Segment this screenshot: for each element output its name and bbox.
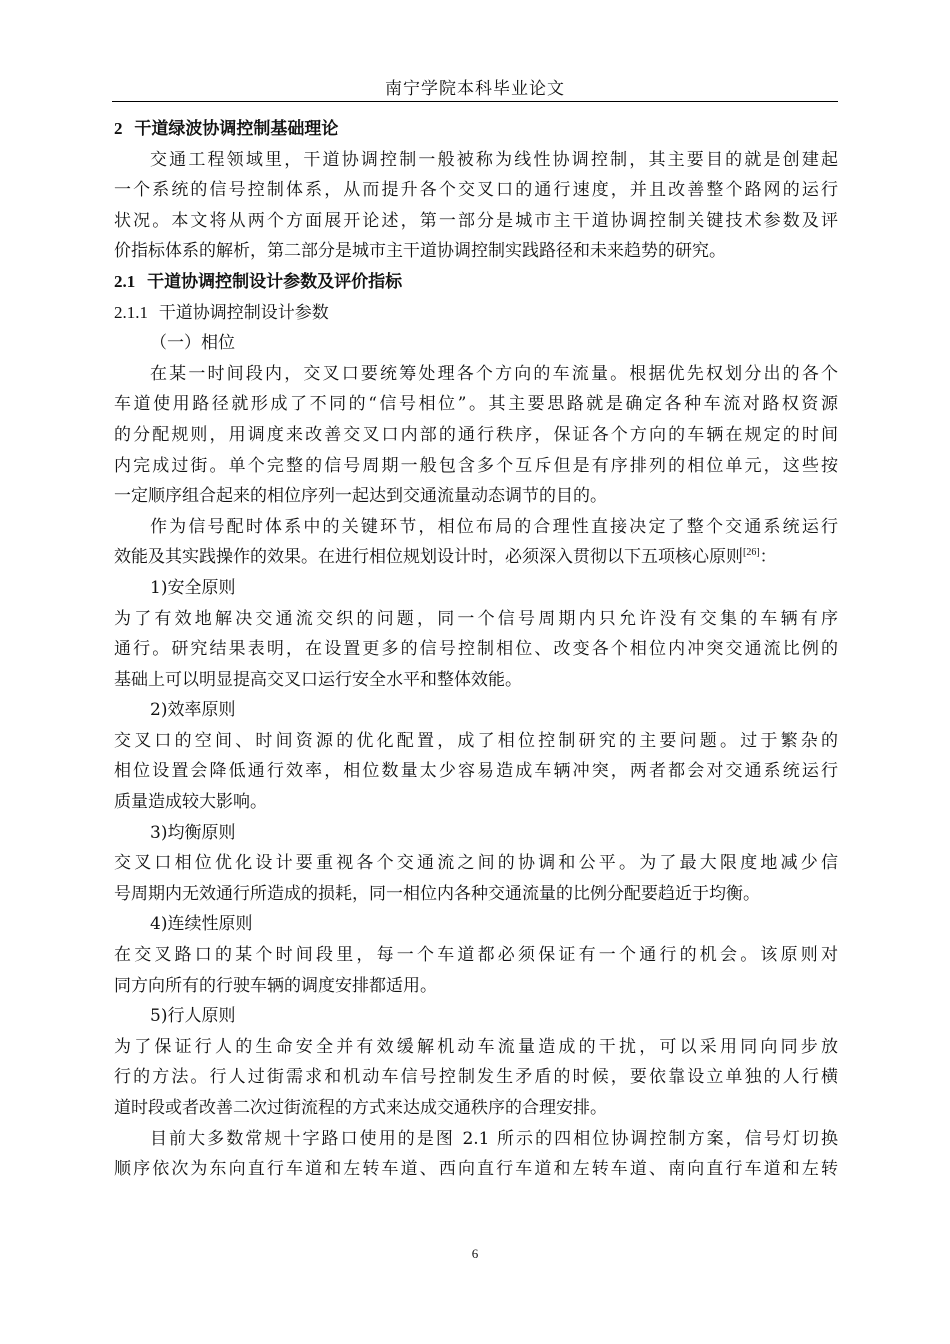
header-divider xyxy=(112,101,838,102)
principle-continuity xyxy=(114,909,838,1001)
page-number: 6 xyxy=(471,1246,479,1261)
principle-efficiency xyxy=(114,695,838,817)
paragraph-line: 质量造成较大影响。 xyxy=(114,792,267,813)
principle-heading: 2)效率原则 xyxy=(150,700,236,721)
paragraph-line: 一个系统的信号控制体系，从而提升各个交叉口的通行速度，并且改善整个路网的运行 xyxy=(114,180,838,201)
paragraph-text: 效能及其实践操作的效果。在进行相位规划设计时，必须深入贯彻以下五项核心原则 xyxy=(114,547,743,568)
paragraph-line-with-citation xyxy=(114,542,838,573)
intro-paragraph xyxy=(114,145,838,267)
paragraph-line: 车道使用路径就形成了不同的“信号相位”。其主要思路就是确定各种车流对路权资源 xyxy=(114,394,838,415)
principle-heading: 3)均衡原则 xyxy=(150,822,236,843)
paragraph-line: 道时段或者改善二次过街流程的方式来达成交通秩序的合理安排。 xyxy=(114,1098,607,1118)
page-body xyxy=(114,114,838,1185)
paragraph-line: 内完成过街。单个完整的信号周期一般包含多个互斥但是有序排列的相位单元，这些按 xyxy=(114,455,838,476)
header-title: 南宁学院本科毕业论文 xyxy=(385,79,565,99)
closing-paragraph xyxy=(114,1124,838,1185)
paragraph-line: 的分配规则，用调度来改善交叉口内部的通行秩序，保证各个方向的车辆在规定的时间 xyxy=(114,424,838,445)
section-number: 2.1 xyxy=(114,271,136,291)
section-heading xyxy=(114,267,838,298)
item-heading: （一）相位 xyxy=(150,333,235,354)
paragraph-line: 交叉口相位优化设计要重视各个交通流之间的协调和公平。为了最大限度地减少信 xyxy=(114,853,838,874)
design-paragraph xyxy=(114,512,838,573)
chapter-heading xyxy=(114,114,838,145)
paragraph-line: 作为信号配时体系中的关键环节，相位布局的合理性直接决定了整个交通系统运行 xyxy=(150,516,838,537)
paragraph-line: 在某一时间段内，交叉口要统筹处理各个方向的车流量。根据优先权划分出的各个 xyxy=(150,363,838,384)
paragraph-line: 为了保证行人的生命安全并有效缓解机动车流量造成的干扰，可以采用同向同步放 xyxy=(114,1036,838,1057)
principle-pedestrian xyxy=(114,1001,838,1123)
paragraph-line: 交通工程领域里，干道协调控制一般被称为线性协调控制，其主要目的就是创建起 xyxy=(150,149,838,170)
paragraph-line: 在交叉路口的某个时间段里，每一个车道都必须保证有一个通行的机会。该原则对 xyxy=(114,945,838,966)
principle-safety xyxy=(114,573,838,695)
paragraph-line: 通行。研究结果表明，在设置更多的信号控制相位、改变各个相位内冲突交通流比例的 xyxy=(114,639,838,660)
paragraph-line: 号周期内无效通行所造成的损耗，同一相位内各种交通流量的比例分配要趋近于均衡。 xyxy=(114,883,760,904)
paragraph-line: 相位设置会降低通行效率，相位数量太少容易造成车辆冲突，两者都会对交通系统运行 xyxy=(114,761,838,782)
subsection-number: 2.1.1 xyxy=(114,302,148,322)
principle-heading: 1)安全原则 xyxy=(150,577,236,598)
paragraph-line: 目前大多数常规十字路口使用的是图 2.1 所示的四相位协调控制方案，信号灯切换 xyxy=(150,1128,838,1149)
principle-balance xyxy=(114,818,838,910)
subsection-heading xyxy=(114,298,838,329)
paragraph-line: 同方向所有的行驶车辆的调度安排都适用。 xyxy=(114,975,437,996)
paragraph-line: 价指标体系的解析，第二部分是城市主干道协调控制实践路径和未来趋势的研究。 xyxy=(114,241,726,262)
citation-reference: [26] xyxy=(743,547,760,559)
paragraph-line: 基础上可以明显提高交叉口运行安全水平和整体效能。 xyxy=(114,669,522,690)
paragraph-line: 状况。本文将从两个方面展开论述，第一部分是城市主干道协调控制关键技术参数及评 xyxy=(114,210,838,231)
principle-heading: 4)连续性原则 xyxy=(150,914,253,935)
principle-heading: 5)行人原则 xyxy=(150,1006,236,1027)
chapter-number: 2 xyxy=(114,119,123,138)
paragraph-line: 一定顺序组合起来的相位序列一起达到交通流量动态调节的目的。 xyxy=(114,486,607,507)
section-title: 干道协调控制设计参数及评价指标 xyxy=(147,271,403,292)
paragraph-line: 顺序依次为东向直行车道和左转车道、西向直行车道和左转车道、南向直行车道和左转 xyxy=(114,1159,838,1180)
subsection-title: 干道协调控制设计参数 xyxy=(158,302,329,323)
paragraph-line: 为了有效地解决交通流交织的问题，同一个信号周期内只允许没有交集的车辆有序 xyxy=(114,608,838,629)
chapter-title: 干道绿波协调控制基础理论 xyxy=(134,119,339,139)
phase-paragraph xyxy=(114,359,838,512)
paragraph-text-end: ： xyxy=(759,547,777,568)
paragraph-line: 交叉口的空间、时间资源的优化配置，成了相位控制研究的主要问题。过于繁杂的 xyxy=(114,730,838,751)
paragraph-line: 行的方法。行人过街需求和机动车信号控制发生矛盾的时候，要依靠设立单独的人行横 xyxy=(114,1067,838,1088)
